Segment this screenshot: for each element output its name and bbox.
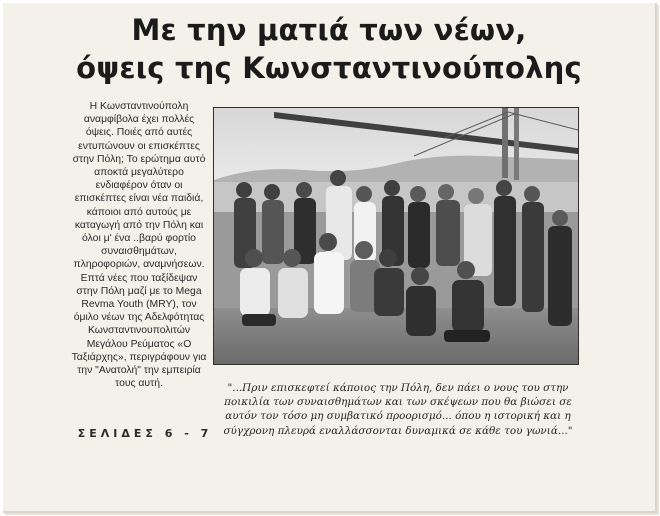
photo-illustration: [214, 108, 578, 364]
group-photo: [213, 107, 579, 365]
body-paragraph-2: Επτά νέες που ταξίδεψαν στην Πόλη μαζί με το Mega Revma Youth (MRY), τον όμιλο νέων της Αδελφότητας Κωνσταντινουπολιτών Μεγάλου Ρεύματος «Ο Ταξιάρχης», περιγράφουν για την "Ανατολή" την εμπειρία τους αυτή.: [71, 272, 207, 390]
body-paragraph-1: Η Κωνσταντινούπολη αναμφίβολα έχει πολλές όψεις. Ποιές από αυτές εντυπώνουν οι επισκέπτες στην Πόλη; Το ερώτημα αυτό αποκτά μεγαλύτερο ενδιαφέρον όταν οι επισκέπτες είναι νέα παιδιά, κάποιοι από αυτούς με καταγωγή από την Πόλη και όλοι μ' ένα ..βαρύ φορτίο συναισθημάτων, πληροφοριών, αναμνήσεων.: [72, 101, 206, 271]
photo-caption: "...Πριν επισκεφτεί κάποιος την Πόλη, δεν πάει ο νους του στην ποικιλία των συναισθημάτων και των σκέψεων που θα βιώσει σε αυτόν τον τόσο μη συμβατικό προορισμό... όπου η ιστορική και η σύγχρονη πλευρά εναλλάσσονται δυναμικά σε κάθε του γωνιά...": [223, 382, 573, 437]
pages-reference: ΣΕΛΙΔΕΣ 6 - 7: [77, 427, 213, 440]
headline: [3, 11, 655, 87]
article-body: [71, 100, 207, 390]
newspaper-clipping: [3, 3, 657, 513]
headline-line-1: Με την ματιά των νέων,: [131, 13, 527, 47]
headline-line-2: όψεις της Κωνσταντινούπολης: [76, 51, 582, 85]
bridge-tower-2: [514, 108, 519, 180]
